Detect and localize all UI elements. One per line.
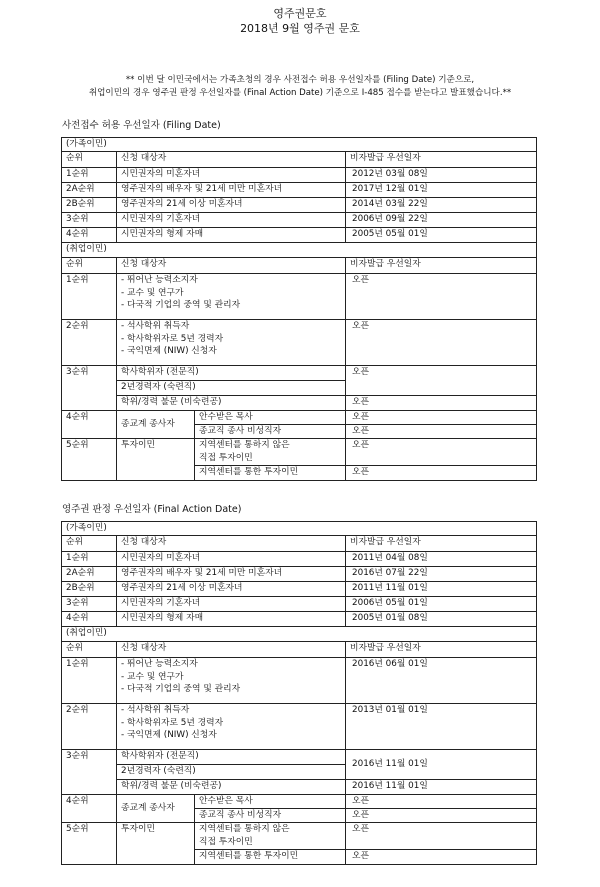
applicant-cell: 안수받은 목사 bbox=[195, 795, 346, 809]
applicant-cell: 영주권자의 배우자 및 21세 미만 미혼자녀 bbox=[117, 567, 346, 582]
rank-cell: 3순위 bbox=[62, 597, 117, 612]
rank-cell: 1순위 bbox=[62, 168, 117, 183]
date-cell: 오픈 bbox=[346, 366, 537, 396]
category-cell: 투자이민 bbox=[117, 823, 195, 865]
applicant-cell: 시민권자의 미혼자녀 bbox=[117, 168, 346, 183]
rank-cell: 2A순위 bbox=[62, 567, 117, 582]
applicant-cell bbox=[117, 320, 346, 366]
date-cell: 2016년 07월 22일 bbox=[346, 567, 537, 582]
list-item: - 다국적 기업의 중역 및 관리자 bbox=[121, 300, 241, 310]
rank-cell: 4순위 bbox=[62, 228, 117, 243]
header-applicant: 신청 대상자 bbox=[117, 642, 346, 658]
rank-cell: 2순위 bbox=[62, 704, 117, 750]
header-applicant: 신청 대상자 bbox=[117, 258, 346, 274]
filing-date-section-title: 사전접수 허용 우선일자 (Filing Date) bbox=[62, 120, 221, 131]
applicant-line: 지역센터를 통하지 않은 bbox=[199, 824, 290, 834]
applicant-line: 직접 투자이민 bbox=[199, 836, 253, 847]
date-cell: 오픈 bbox=[346, 823, 537, 850]
applicant-cell: 종교직 종사 비성직자 bbox=[195, 425, 346, 439]
table-row bbox=[62, 198, 537, 213]
date-cell: 2016년 11월 01일 bbox=[346, 780, 537, 795]
rank-cell: 3순위 bbox=[62, 366, 117, 411]
list-item: - 교수 및 연구가 bbox=[121, 671, 184, 682]
date-cell: 2012년 03월 08일 bbox=[346, 168, 537, 183]
table-row bbox=[62, 795, 537, 809]
intro-line-1: ** 이번 달 이민국에서는 가족초청의 경우 사전접수 허용 우선일자를 (Filing Date) 기준으로, bbox=[125, 75, 475, 85]
applicant-cell: 시민권자의 기혼자녀 bbox=[117, 597, 346, 612]
date-cell: 오픈 bbox=[346, 425, 537, 439]
applicant-cell: 영주권자의 배우자 및 21세 미만 미혼자녀 bbox=[117, 183, 346, 198]
applicant-cell: 시민권자의 미혼자녀 bbox=[117, 552, 346, 567]
applicant-cell: 2년경력자 (숙련직) bbox=[117, 381, 346, 396]
date-cell: 오픈 bbox=[346, 439, 537, 466]
document-title: 영주권문호 bbox=[273, 7, 327, 20]
date-cell: 2016년 11월 01일 bbox=[346, 750, 537, 780]
table-row bbox=[62, 612, 537, 627]
applicant-cell bbox=[195, 439, 346, 466]
applicant-cell: 학사학위자 (전문직) bbox=[117, 366, 346, 381]
applicant-cell: 종교직 종사 비성직자 bbox=[195, 809, 346, 823]
rank-cell: 3순위 bbox=[62, 750, 117, 795]
table-row bbox=[62, 823, 537, 850]
list-item: - 학사학위자로 5년 경력자 bbox=[121, 333, 224, 344]
table-row bbox=[62, 439, 537, 466]
header-date: 비자발급 우선일자 bbox=[346, 536, 537, 552]
header-rank: 순위 bbox=[62, 536, 117, 552]
table-row bbox=[62, 750, 537, 765]
applicant-cell: 학사학위자 (전문직) bbox=[117, 750, 346, 765]
applicant-cell bbox=[117, 658, 346, 704]
date-cell: 오픈 bbox=[346, 809, 537, 823]
applicant-cell bbox=[195, 823, 346, 850]
rank-cell: 4순위 bbox=[62, 612, 117, 627]
rank-cell: 1순위 bbox=[62, 274, 117, 320]
category-cell: 종교계 종사자 bbox=[117, 411, 195, 439]
date-cell: 오픈 bbox=[346, 795, 537, 809]
applicant-cell: 학위/경력 불문 (비숙련공) bbox=[117, 780, 346, 795]
date-cell: 2006년 09월 22일 bbox=[346, 213, 537, 228]
table-row bbox=[62, 597, 537, 612]
date-cell: 2005년 05월 01일 bbox=[346, 228, 537, 243]
applicant-cell: 영주권자의 21세 이상 미혼자녀 bbox=[117, 582, 346, 597]
date-cell: 오픈 bbox=[346, 396, 537, 411]
header-rank: 순위 bbox=[62, 152, 117, 168]
table-row bbox=[62, 704, 537, 750]
table-row bbox=[62, 366, 537, 381]
table-row bbox=[62, 567, 537, 582]
category-cell: 투자이민 bbox=[117, 439, 195, 481]
document-header bbox=[0, 6, 600, 36]
header-date: 비자발급 우선일자 bbox=[346, 642, 537, 658]
table-row bbox=[62, 183, 537, 198]
rank-cell: 2A순위 bbox=[62, 183, 117, 198]
header-date: 비자발급 우선일자 bbox=[346, 258, 537, 274]
date-cell: 오픈 bbox=[346, 320, 537, 366]
date-cell: 오픈 bbox=[346, 274, 537, 320]
rank-cell: 2순위 bbox=[62, 320, 117, 366]
list-item: - 뛰어난 능력소지자 bbox=[121, 275, 198, 285]
date-cell: 2014년 03월 22일 bbox=[346, 198, 537, 213]
header-date: 비자발급 우선일자 bbox=[346, 152, 537, 168]
header-rank: 순위 bbox=[62, 258, 117, 274]
date-cell: 2013년 01월 01일 bbox=[346, 704, 537, 750]
rank-cell: 1순위 bbox=[62, 552, 117, 567]
applicant-cell bbox=[117, 704, 346, 750]
applicant-cell: 지역센터를 통한 투자이민 bbox=[195, 466, 346, 481]
date-cell: 2011년 11월 01일 bbox=[346, 582, 537, 597]
date-cell: 오픈 bbox=[346, 411, 537, 425]
category-cell: 종교계 종사자 bbox=[117, 795, 195, 823]
applicant-cell: 지역센터를 통한 투자이민 bbox=[195, 850, 346, 865]
date-cell: 오픈 bbox=[346, 466, 537, 481]
applicant-cell: 안수받은 목사 bbox=[195, 411, 346, 425]
rank-cell: 4순위 bbox=[62, 411, 117, 439]
applicant-cell: 학위/경력 불문 (비숙련공) bbox=[117, 396, 346, 411]
final-action-date-table bbox=[61, 521, 537, 865]
table-row bbox=[62, 228, 537, 243]
list-item: - 국익면제 (NIW) 신청자 bbox=[121, 730, 217, 740]
table-row bbox=[62, 780, 537, 795]
table-row bbox=[62, 274, 537, 320]
header-rank: 순위 bbox=[62, 642, 117, 658]
employment-label: (취업이민) bbox=[62, 243, 537, 258]
list-item: - 학사학위자로 5년 경력자 bbox=[121, 717, 224, 728]
final-action-date-section-title: 영주권 판정 우선일자 (Final Action Date) bbox=[62, 504, 242, 515]
applicant-cell: 시민권자의 형제 자매 bbox=[117, 228, 346, 243]
list-item: - 국익면제 (NIW) 신청자 bbox=[121, 346, 217, 356]
employment-label: (취업이민) bbox=[62, 627, 537, 642]
table-row bbox=[62, 320, 537, 366]
rank-cell: 4순위 bbox=[62, 795, 117, 823]
table-row bbox=[62, 658, 537, 704]
rank-cell: 3순위 bbox=[62, 213, 117, 228]
date-cell: 2006년 05월 01일 bbox=[346, 597, 537, 612]
table-row bbox=[62, 411, 537, 425]
list-item: - 석사학위 취득자 bbox=[121, 705, 190, 715]
header-applicant: 신청 대상자 bbox=[117, 152, 346, 168]
list-item: - 뛰어난 능력소지자 bbox=[121, 659, 198, 669]
list-item: - 다국적 기업의 중역 및 관리자 bbox=[121, 684, 241, 694]
rank-cell: 2B순위 bbox=[62, 582, 117, 597]
list-item: - 교수 및 연구가 bbox=[121, 287, 184, 298]
date-cell: 2011년 04월 08일 bbox=[346, 552, 537, 567]
applicant-cell: 영주권자의 21세 이상 미혼자녀 bbox=[117, 198, 346, 213]
intro-line-2: 취업이민의 경우 영주권 판정 우선일자를 (Final Action Date) 기준으로 I-485 접수를 받는다고 발표했습니다.** bbox=[88, 88, 512, 98]
applicant-cell: 2년경력자 (숙련직) bbox=[117, 765, 346, 780]
date-cell: 2017년 12월 01일 bbox=[346, 183, 537, 198]
table-row bbox=[62, 213, 537, 228]
applicant-cell: 시민권자의 기혼자녀 bbox=[117, 213, 346, 228]
rank-cell: 1순위 bbox=[62, 658, 117, 704]
date-cell: 2016년 06월 01일 bbox=[346, 658, 537, 704]
date-cell: 오픈 bbox=[346, 850, 537, 865]
list-item: - 석사학위 취득자 bbox=[121, 321, 190, 331]
table-row bbox=[62, 168, 537, 183]
applicant-cell: 시민권자의 형제 자매 bbox=[117, 612, 346, 627]
applicant-line: 지역센터를 통하지 않은 bbox=[199, 440, 290, 450]
header-applicant: 신청 대상자 bbox=[117, 536, 346, 552]
family-label: (가족이민) bbox=[62, 138, 537, 152]
family-label: (가족이민) bbox=[62, 522, 537, 536]
table-row bbox=[62, 396, 537, 411]
table-row bbox=[62, 582, 537, 597]
intro-paragraph bbox=[0, 74, 600, 100]
rank-cell: 5순위 bbox=[62, 439, 117, 481]
table-row bbox=[62, 552, 537, 567]
rank-cell: 2B순위 bbox=[62, 198, 117, 213]
document-subtitle: 2018년 9월 영주권 문호 bbox=[240, 22, 360, 35]
rank-cell: 5순위 bbox=[62, 823, 117, 865]
applicant-cell bbox=[117, 274, 346, 320]
date-cell: 2005년 01월 08일 bbox=[346, 612, 537, 627]
applicant-line: 직접 투자이민 bbox=[199, 452, 253, 463]
filing-date-table bbox=[61, 137, 537, 481]
